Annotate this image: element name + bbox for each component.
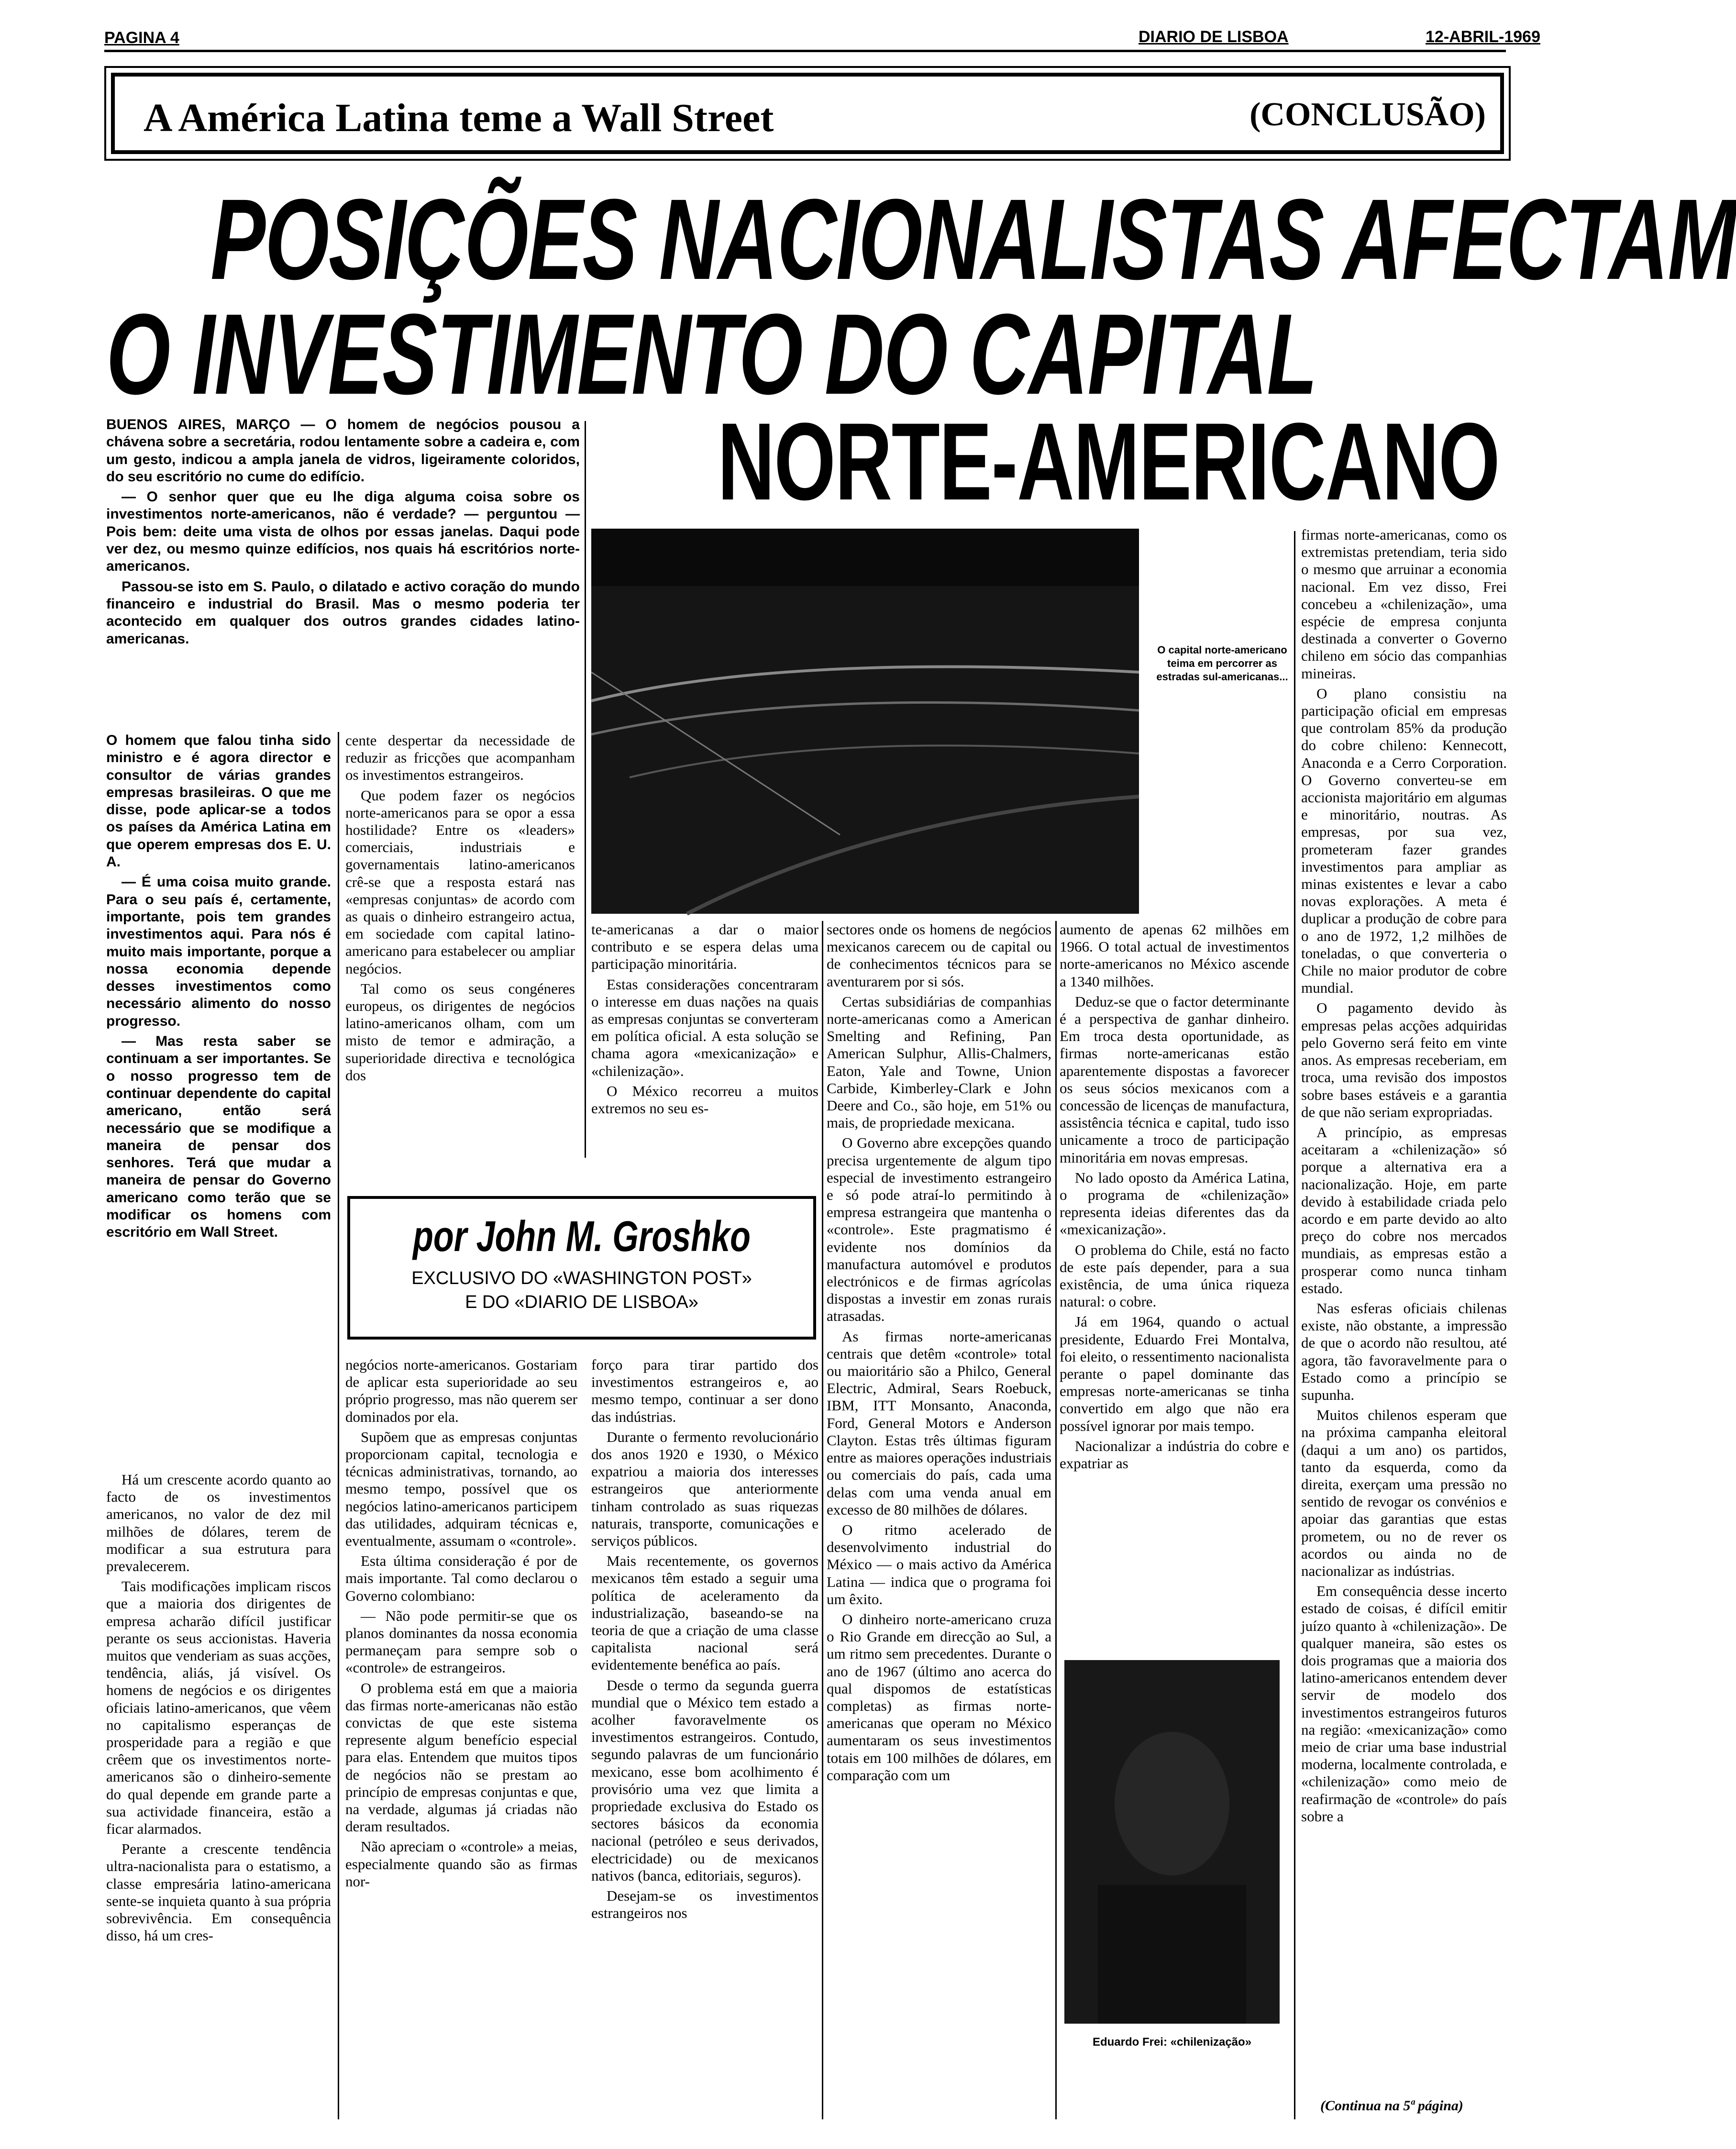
headline-line-3: NORTE-AMERICANO [718, 400, 1500, 523]
lead-paragraph: Passou-se isto em S. Paulo, o dilatado e activo coração do mundo financeiro e industrial do Brasil. Mas o mesmo poderia ter acontecido em qualquer dos outros grandes cidades latino-americanas. [106, 578, 580, 647]
paragraph: O Governo abre excepções quando precisa urgentemente de algum tipo especial de investimento estrangeiro e só pode atraí-lo permitindo à empresa estrangeira que mantenha o «controle». Este pragmatismo é evidente nos domínios da manufactura automóvel e produtos electrónicos e de firmas agrícolas dispostas a investir em zonas rurais atrasadas. [827, 1134, 1051, 1325]
paragraph: As firmas norte-americanas centrais que detêm «controle» total ou maioritário são a Philco, General Electric, Admiral, Sears Roebuck, IBM, ITT Monsanto, Anaconda, Ford, General Motors e Anderson Clayton. Estas três últimas figuram entre as maiores operações industriais ou comerciais do país, cada uma delas com uma venda anual em excesso de 80 milhões de dólares. [827, 1328, 1051, 1518]
paragraph: cente despertar da necessidade de reduzir as fricções que acompanham os investimentos estrangeiros. [345, 732, 575, 784]
paragraph: Que podem fazer os negócios norte-americanos para se opor a essa hostilidade? Entre os «leaders» comerciais, industriais e governamentais latino-americanos crê-se que a resposta estará nas «empresas conjuntas» de acordo com as quais o dinheiro estrangeiro actua, em sociedade com capital latino-americano para estabelecer ou ampliar negócios. [345, 786, 575, 977]
photo-caption: O capital norte-americano teima em percorrer as estradas sul-americanas... [1156, 644, 1288, 683]
paragraph: Em consequência desse incerto estado de coisas, é difícil emitir juízo quanto à «chilenização». De qualquer maneira, são estes os dois programas que a maioria dos latino-americanos entendem dever servir de modelo dos investimentos estrangeiros futuros na região: «mexicanização» como meio de criar uma base industrial moderna, localmente controlada, e «chilenização» como meio de reafirmação de «controle» do país sobre a [1301, 1583, 1507, 1825]
column-2-upper [345, 732, 575, 1172]
lead-paragraph: O homem de negócios pousou a chávena sobre a secretária, rodou lentamente sobre a cadeira e, com um gesto, indicou a ampla janela de vidros, ligeiramente coloridos, do seu escritório no cume do edifício. [106, 417, 580, 485]
paragraph: Supõem que as empresas conjuntas proporcionam capital, tecnologia e técnicas administrativas, tornando, ao mesmo tempo, possível que os negócios latino-americanos participem das utilidades, adquiram técnicas e, eventualmente, assumam o «controle». [345, 1428, 577, 1550]
conclusion-tag: (CONCLUSÃO) [1249, 96, 1486, 133]
paragraph: — É uma coisa muito grande. Para o seu país é, certamente, importante, pois tem grandes investimentos aqui. Para nós é muito mais importante, porque a nossa economia depende desses investimentos como necessário alimento do nosso progresso. [106, 874, 331, 1029]
paragraph: Perante a crescente tendência ultra-nacionalista para o estatismo, a classe empresária latino-americana sente-se inquieta quanto à sua própria sobrevivência. Em consequência disso, há um cres- [106, 1840, 331, 1944]
paragraph: Esta última consideração é por de mais importante. Tal como declarou o Governo colombiano: [345, 1552, 577, 1604]
paragraph: Nacionalizar a indústria do cobre e expatriar as [1060, 1437, 1289, 1472]
paragraph: Deduz-se que o factor determinante é a perspectiva de ganhar dinheiro. Em troca desta oportunidade, as firmas norte-americanas estão aparentemente dispostas a favorecer os seus sócios mexicanos com a concessão de licenças de manufactura, assistência técnica e capital, tudo isso unicamente a troco de participação minoritária em novas empresas. [1060, 993, 1289, 1166]
paragraph: O problema está em que a maioria das firmas norte-americanas não estão convictas de que este sistema represente algum benefício especial para elas. Entendem que muitos tipos de negócios não se prestam ao princípio de empresas conjuntas e que, na verdade, algumas já criadas não deram resultados. [345, 1679, 577, 1835]
paragraph: Nas esferas oficiais chilenas existe, não obstante, a impressão de que o acordo não resultou, até agora, tão favoravelmente para o Estado como a princípio se supunha. [1301, 1299, 1507, 1403]
headline-line-2: O INVESTIMENTO DO CAPITAL [106, 290, 1317, 418]
headline-line-1: POSIÇÕES NACIONALISTAS AFECTAM [210, 175, 1736, 303]
paragraph: O dinheiro norte-americano cruza o Rio Grande em direcção ao Sul, a um ritmo sem precedentes. Durante o ano de 1967 (último ano acerca do qual dispomos de estatísticas completas) as firmas norte-americanas que operam no México aumentaram os seus investimentos totais em 100 milhões de dólares, em comparação com um [827, 1610, 1051, 1783]
column-rule [338, 732, 339, 2119]
road-photo [591, 529, 1139, 914]
paragraph: O problema do Chile, está no facto de este país depender, para a sua existência, de uma única riqueza natural: o cobre. [1060, 1241, 1289, 1310]
column-1-upper [106, 732, 331, 1469]
byline-line-1: EXCLUSIVO DO «WASHINGTON POST» [411, 1268, 752, 1288]
header-rule [104, 50, 1506, 52]
paragraph: O ritmo acelerado de desenvolvimento industrial do México — o mais activo da América Latina — indica que o programa foi um êxito. [827, 1521, 1051, 1607]
column-1-lower [106, 1471, 331, 2119]
paragraph: Mais recentemente, os governos mexicanos têm estado a seguir uma política de aceleramento da industrialização, baseando-se na teoria de que a criação de uma classe capitalista nacional será evidentemente benéfica ao país. [591, 1552, 818, 1673]
lead-paragraph: — O senhor quer que eu lhe diga alguma coisa sobre os investimentos norte-americanos, não é verdade? — perguntou — Pois bem: deite uma vista de olhos por essas janelas. Daqui pode ver dez, ou mesmo quinze edifícios, nos quais há escritórios norte-americanos. [106, 489, 580, 575]
paragraph: aumento de apenas 62 milhões em 1966. O total actual de investimentos norte-americanos no México ascende a 1340 milhões. [1060, 921, 1289, 990]
paragraph: Desejam-se os investimentos estrangeiros nos [591, 1887, 818, 1922]
paragraph: firmas norte-americanas, como os extremistas pretendiam, teria sido o mesmo que arruinar a economia nacional. Em vez disso, Frei concebeu a «chilenização», uma espécie de empresa conjunta destinada a converter o Governo chileno em sócio das companhias mineiras. [1301, 526, 1507, 682]
paragraph: forço para tirar partido dos investimentos estrangeiros e, ao mesmo tempo, continuar a ser dono das indústrias. [591, 1356, 818, 1425]
column-3-upper [591, 921, 818, 1172]
paragraph: — Não pode permitir-se que os planos dominantes da nossa economia permaneçam para sempre sob o «controle» de estrangeiros. [345, 1607, 577, 1676]
paragraph: O pagamento devido às empresas pelas acções adquiridas pelo Governo será feito em vinte anos. As empresas receberiam, em troca, uma revisão dos impostos sobre bases estáveis e a garantia de que não seriam expropriadas. [1301, 999, 1507, 1120]
paragraph: O México recorreu a muitos extremos no seu es- [591, 1082, 818, 1117]
paragraph: Estas considerações concentraram o interesse em duas nações na quais as empresas conjuntas se converteram em política oficial. A esta solução se chama agora «mexicanização» e «chilenização». [591, 975, 818, 1079]
column-4 [827, 921, 1051, 2119]
paragraph: negócios norte-americanos. Gostariam de aplicar esta superioridade ao seu próprio progresso, mas não querem ser dominados por ela. [345, 1356, 577, 1425]
paragraph: Tal como os seus congéneres europeus, os dirigentes de negócios latino-americanos olham, com um misto de temor e admiração, a superioridade directiva e tecnológica dos [345, 980, 575, 1084]
column-2-lower [345, 1356, 577, 2119]
column-rule [585, 421, 586, 1158]
paragraph: A princípio, as empresas aceitaram a «chilenização» só porque a alternativa era a nacionalização. Hoje, em parte devido à estabilidade criada pelo acordo e em parte devido ao alto preço do cobre nos mercados mundiais, as empresas estão a prosperar como nunca tinham estado. [1301, 1123, 1507, 1296]
paragraph: No lado oposto da América Latina, o programa de «chilenização» representa ideias diferentes das da «mexicanização». [1060, 1169, 1289, 1238]
paragraph: Certas subsidiárias de companhias norte-americanas como a American Smelting and Refining, Pan American Sulphur, Allis-Chalmers, Eaton, Yale and Towne, Union Carbide, Kimberley-Clark e John Deere and Co., são hoje, em 51% ou mais, de propriedade mexicana. [827, 993, 1051, 1131]
column-3-lower [591, 1356, 818, 2119]
paragraph: Tais modificações implicam riscos que a maioria dos dirigentes de empresa acharão difícil justificar perante os seus accionistas. Haveria muitos que venderiam as suas acções, tendência, aliás, já visível. Os homens de negócios e os dirigentes oficiais latino-americanos, que vêem no capitalismo esperanças de prosperidade para a região e que crêem que os investimentos norte-americanos são o dinheiro-semente do qual depende em grande parte a sua actividade financeira, estão a ficar alarmados. [106, 1578, 331, 1838]
portrait-caption: Eduardo Frei: «chilenização» [1092, 2036, 1252, 2049]
paragraph: te-americanas a dar o maior contributo e se espera delas uma participação minoritária. [591, 921, 818, 973]
frei-portrait-image [1064, 1660, 1280, 2024]
paragraph: sectores onde os homens de negócios mexicanos carecem ou de capital ou de conhecimentos técnicos para se aventurarem por si sós. [827, 921, 1051, 990]
frei-portrait [1064, 1660, 1280, 2024]
column-5 [1060, 921, 1289, 1648]
column-6 [1301, 526, 1507, 2091]
continued-note: (Continua na 5ª página) [1320, 2098, 1463, 2114]
paper-name: DIARIO DE LISBOA [1139, 28, 1289, 46]
byline-line-2: E DO «DIARIO DE LISBOA» [465, 1292, 698, 1312]
paragraph: Não apreciam o «controle» a meias, especialmente quando são as firmas nor- [345, 1838, 577, 1890]
lead-block [106, 416, 580, 722]
author-name: por John M. Groshko [413, 1213, 751, 1261]
column-rule [1294, 531, 1295, 2119]
column-rule [822, 921, 823, 2119]
series-title: A América Latina teme a Wall Street [144, 96, 774, 140]
paragraph: — Mas resta saber se continuam a ser importantes. Se o nosso progresso tem de continuar dependente do capital americano, então será necessário que se modifique a maneira de pensar dos senhores. Terá que mudar a maneira de pensar do Governo americano como terão que se modificar os homens com escritório em Wall Street. [106, 1033, 331, 1241]
series-banner [111, 73, 1504, 154]
paragraph: O plano consistiu na participação oficial em empresas que controlam 85% da produção do cobre chileno: Kennecott, Anaconda e a Cerro Corporation. O Governo converteu-se em accionista majoritário em algumas e minoritário, noutras. As empresas, por sua vez, prometeram fazer grandes investimentos para ampliar as minas existentes e levar a cabo novas explorações. A meta é duplicar a produção de cobre para o ano de 1972, 1,2 milhões de toneladas, o que converteria o Chile no maior produtor de cobre mundial. [1301, 685, 1507, 997]
paragraph: Muitos chilenos esperam que na próxima campanha eleitoral (daqui a um ano) os partidos, tanto da esquerda, como da direita, exerçam uma pressão no sentido de revogar os convénios e apoiar das garantias que estas prometem, ou no de rever os acordos ou ainda no de nacionalizar as indústrias. [1301, 1407, 1507, 1579]
page-number: PAGINA 4 [104, 29, 179, 47]
paragraph: O homem que falou tinha sido ministro e é agora director e consultor de várias grandes empresas brasileiras. O que me disse, pode aplicar-se a todos os países da América Latina em que operem empresas dos E. U. A. [106, 732, 331, 870]
dateline: BUENOS AIRES, MARÇO — [106, 417, 315, 432]
byline-box [347, 1196, 816, 1340]
column-rule [1055, 921, 1057, 2119]
issue-date: 12-ABRIL-1969 [1426, 28, 1540, 46]
paragraph: Já em 1964, quando o actual presidente, Eduardo Frei Montalva, foi eleito, o ressentimento nacionalista perante o papel dominante das empresas norte-americanas se tinha convertido em algo que não era possível ignorar por mais tempo. [1060, 1313, 1289, 1434]
paragraph: Durante o fermento revolucionário dos anos 1920 e 1930, o México expatriou a maioria dos interesses estrangeiros que anteriormente tinham controlado as suas riquezas naturais, transporte, comunicações e serviços públicos. [591, 1428, 818, 1550]
paragraph: Desde o termo da segunda guerra mundial que o México tem estado a acolher favoravelmente os investimentos estrangeiros. Contudo, segundo palavras de um funcionário mexicano, esse bom acolhimento é provisório uma vez que limita a propriedade exclusiva do Estado os sectores básicos da economia nacional (petróleo e seus derivados, electricidade) ou de mexicanos nativos (banca, editoriais, seguros). [591, 1676, 818, 1884]
paragraph: Há um crescente acordo quanto ao facto de os investimentos americanos, no valor de dez mil milhões de dólares, terem de modificar a sua estrutura para prevalecerem. [106, 1471, 331, 1575]
road-photo-image [591, 529, 1139, 914]
